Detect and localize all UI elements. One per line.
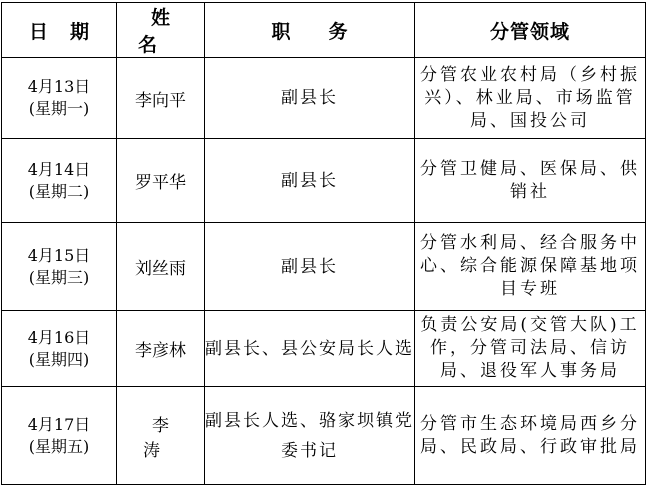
position-cell: 副县长人选、骆家坝镇党委书记 [205, 387, 415, 485]
date-cell [2, 387, 117, 485]
date-text: 4月16日 [27, 327, 91, 347]
header-position: 职务 [205, 3, 415, 58]
duty-schedule-table [1, 2, 646, 485]
weekday-text: (星期四) [28, 349, 90, 369]
weekday-text: (星期二) [28, 181, 90, 201]
header-date: 日期 [2, 3, 117, 58]
weekday-text: (星期三) [28, 267, 90, 287]
table-row [2, 139, 646, 223]
date-cell [2, 58, 117, 139]
table-row [2, 58, 646, 139]
date-text: 4月17日 [27, 414, 91, 434]
name-cell: 刘丝雨 [117, 223, 205, 311]
table-row [2, 387, 646, 485]
area-cell: 分管农业农村局（乡村振兴）、林业局、市场监管局、国投公司 [415, 58, 646, 139]
area-cell: 分管市生态环境局西乡分局、民政局、行政审批局 [415, 387, 646, 485]
header-area: 分管领域 [415, 3, 646, 58]
name-cell: 罗平华 [117, 139, 205, 223]
table-row [2, 311, 646, 387]
date-cell [2, 223, 117, 311]
header-name: 姓名 [117, 3, 205, 58]
position-cell: 副县长 [205, 58, 415, 139]
date-cell [2, 139, 117, 223]
area-cell: 分管卫健局、医保局、供销社 [415, 139, 646, 223]
name-text: 李涛 [143, 415, 187, 461]
date-text: 4月13日 [27, 77, 91, 96]
date-text: 4月14日 [27, 159, 91, 179]
name-cell: 李向平 [117, 58, 205, 139]
name-cell: 李彦林 [117, 311, 205, 387]
area-cell: 分管水利局、经合服务中心、综合能源保障基地项目专班 [415, 223, 646, 311]
weekday-text: (星期五) [28, 436, 90, 456]
position-cell: 副县长、县公安局长人选 [205, 311, 415, 387]
weekday-text: (星期一) [28, 99, 90, 118]
date-cell [2, 311, 117, 387]
name-cell [117, 387, 205, 485]
header-row [2, 3, 646, 58]
table-row [2, 223, 646, 311]
position-cell: 副县长 [205, 223, 415, 311]
area-cell: 负责公安局(交管大队)工作，分管司法局、信访局、退役军人事务局 [415, 311, 646, 387]
date-text: 4月15日 [27, 245, 91, 265]
position-cell: 副县长 [205, 139, 415, 223]
